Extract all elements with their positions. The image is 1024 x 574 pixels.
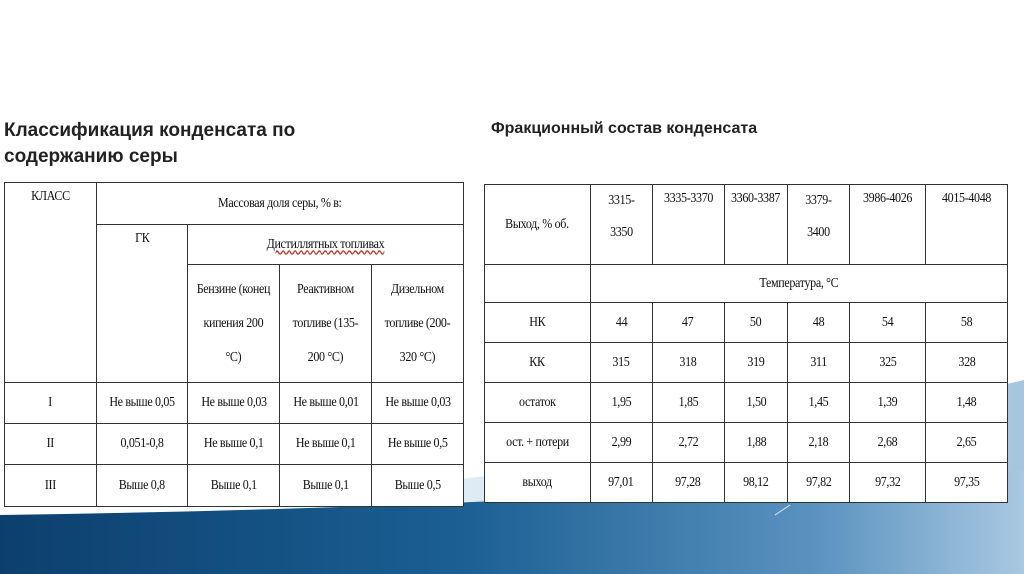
yield-header: Выход, % об. [485,185,591,265]
column-header: 4015-4048 [926,185,1008,265]
table-row: остаток 1,95 1,85 1,50 1,45 1,39 1,48 [485,383,1008,423]
table-row: КК 315 318 319 311 325 328 [485,343,1008,383]
sulfur-classification-table [4,182,464,507]
jet-fuel-header: Реактивном топливе (135-200 °С) [280,265,372,383]
table-row: ост. + потери 2,99 2,72 1,88 2,18 2,68 2,65 [485,423,1008,463]
table-row: НК 44 47 50 48 54 58 [485,303,1008,343]
table-row: I Не выше 0,05 Не выше 0,03 Не выше 0,01 Не выше 0,03 [5,383,464,424]
title-fractional-composition: Фракционный состав конденсата [491,120,758,137]
distillate-header: Дистиллятных топливах [188,225,464,265]
column-header: 3360-3387 [724,185,788,265]
class-header: КЛАСС [5,183,97,383]
title-sulfur-classification: Классификация конденсата по содержанию серы [4,120,296,167]
column-header: 3379-3400 [788,185,850,265]
table-row: III Выше 0,8 Выше 0,1 Выше 0,1 Выше 0,5 [5,465,464,507]
column-header: 3315-3350 [590,185,652,265]
temperature-header: Температура, °С [590,265,1007,303]
column-header: 3986-4026 [850,185,926,265]
mass-fraction-header: Массовая доля серы, % в: [96,183,463,225]
fractional-composition-table [484,184,1008,503]
benzine-header: Бензине (конец кипения 200 °С) [188,265,280,383]
table-row: II 0,051-0,8 Не выше 0,1 Не выше 0,1 Не выше 0,5 [5,424,464,465]
diesel-fuel-header: Дизельном топливе (200-320 °С) [372,265,464,383]
table-row: выход 97,01 97,28 98,12 97,82 97,32 97,35 [485,463,1008,503]
gk-header: ГК [96,225,188,383]
column-header: 3335-3370 [652,185,724,265]
